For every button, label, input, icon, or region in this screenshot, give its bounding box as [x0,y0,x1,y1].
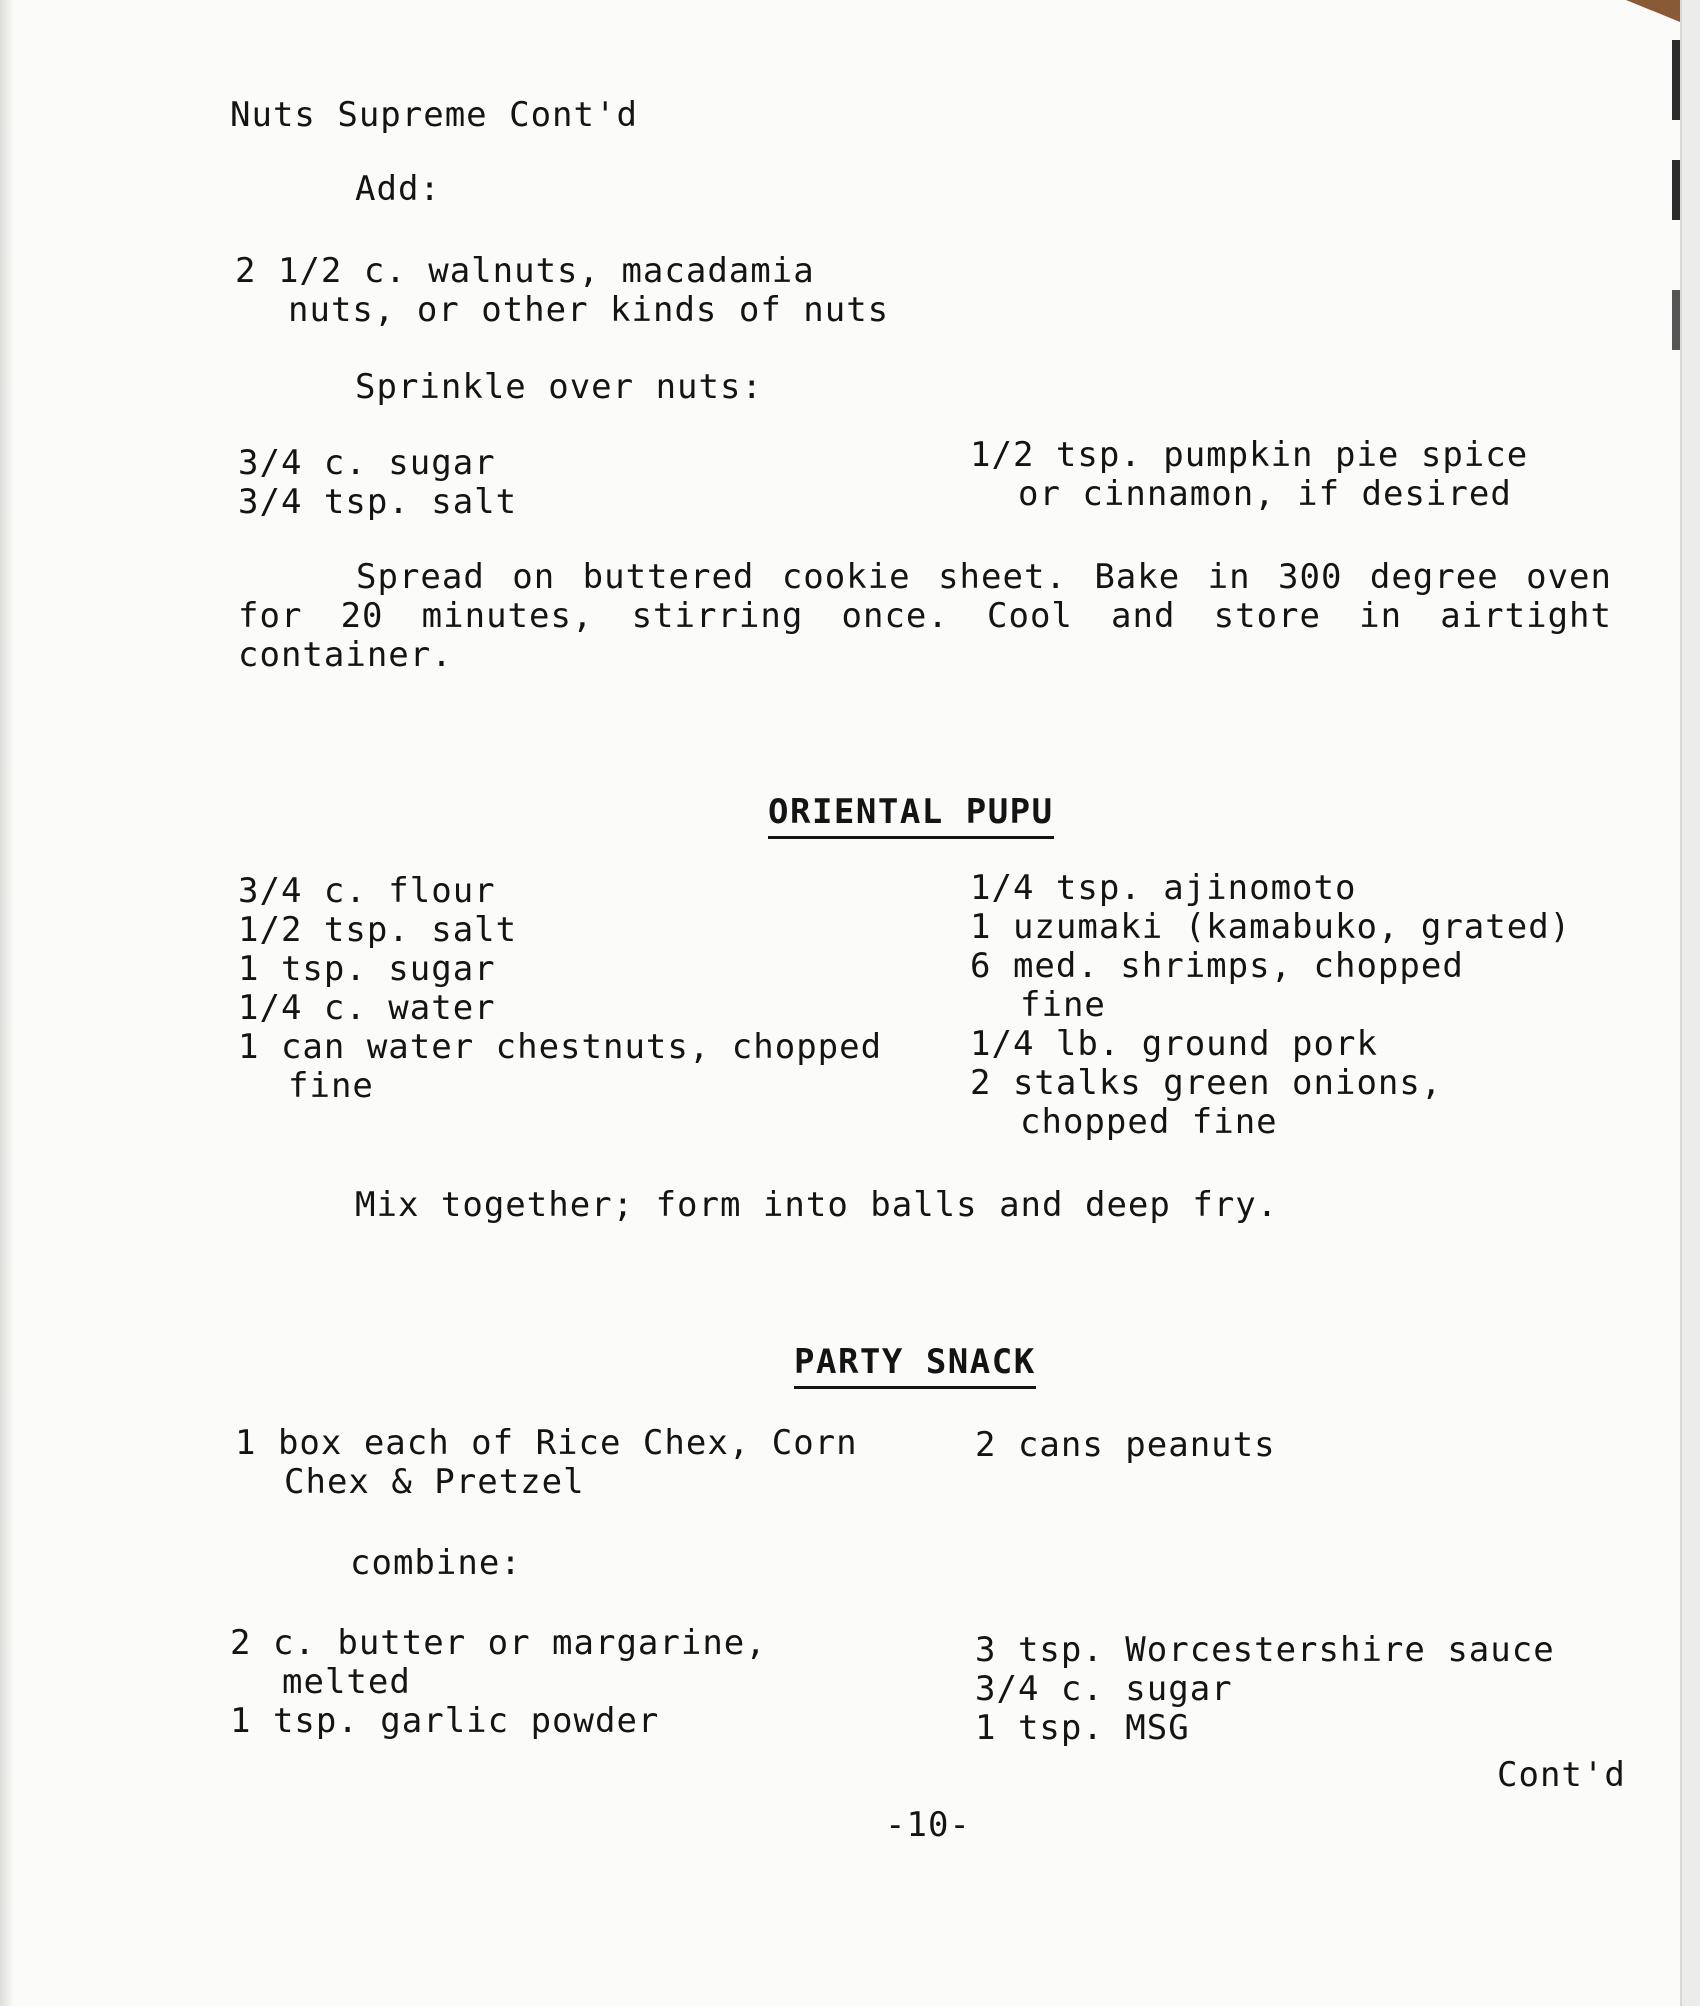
combine-label: combine: [350,1543,522,1583]
sprinkle-label: Sprinkle over nuts: [355,367,763,407]
ingredient-line: 1/4 lb. ground pork [970,1024,1378,1064]
ingredient-line: 3 tsp. Worcestershire sauce [975,1630,1555,1670]
ingredient-nuts-line1: 2 1/2 c. walnuts, macadamia [235,251,815,291]
ingredient-peanuts: 2 cans peanuts [975,1425,1276,1465]
page-number: -10- [885,1805,971,1845]
ingredient-spice-line1: 1/2 tsp. pumpkin pie spice [970,435,1529,475]
ingredient-line: 1 tsp. garlic powder [230,1701,660,1741]
ingredient-line: 6 med. shrimps, chopped [970,946,1464,986]
ingredient-line: fine [288,1066,374,1106]
ingredient-line: fine [1020,985,1106,1025]
page-edge-shadow [0,0,14,2006]
nuts-instructions: Spread on buttered cookie sheet. Bake in 300 degree oven for 20 minutes, stirring once. Cool and store in airtight container. [238,557,1612,675]
ingredient-line: 1 can water chestnuts, chopped [238,1027,883,1067]
ingredient-line: 1 tsp. sugar [238,949,496,989]
binding-strip [1672,40,1680,120]
background-corner [1620,0,1680,22]
section-title-party-snack: PARTY SNACK [794,1342,1036,1389]
ingredient-line: 1/4 c. water [238,988,496,1028]
add-label: Add: [355,169,441,209]
ingredient-line: chopped fine [1020,1102,1278,1142]
ingredient-line: melted [282,1662,411,1702]
ingredient-spice-line2: or cinnamon, if desired [1018,474,1512,514]
ingredient-line: 3/4 c. flour [238,871,496,911]
continued-label: Cont'd [1497,1755,1626,1795]
ingredient-line: 1/2 tsp. salt [238,910,518,950]
ingredient-line: 2 c. butter or margarine, [230,1623,767,1663]
ingredient-cereal-line1: 1 box each of Rice Chex, Corn [235,1423,858,1463]
ingredient-line: 3/4 c. sugar [975,1669,1233,1709]
ingredient-line: 1 tsp. MSG [975,1708,1190,1748]
binding-strip [1672,290,1680,350]
ingredient-line: 1 uzumaki (kamabuko, grated) [970,907,1572,947]
section-title-nuts-supreme: Nuts Supreme Cont'd [230,95,638,135]
ingredient-nuts-line2: nuts, or other kinds of nuts [288,290,890,330]
ingredient-sugar: 3/4 c. sugar [238,443,496,483]
binding-strip [1672,160,1680,220]
ingredient-cereal-line2: Chex & Pretzel [284,1462,585,1502]
ingredient-line: 1/4 tsp. ajinomoto [970,868,1357,908]
pupu-instructions: Mix together; form into balls and deep fry. [355,1185,1279,1225]
ingredient-line: 2 stalks green onions, [970,1063,1443,1103]
section-title-oriental-pupu: ORIENTAL PUPU [768,792,1054,839]
ingredient-salt: 3/4 tsp. salt [238,482,518,522]
